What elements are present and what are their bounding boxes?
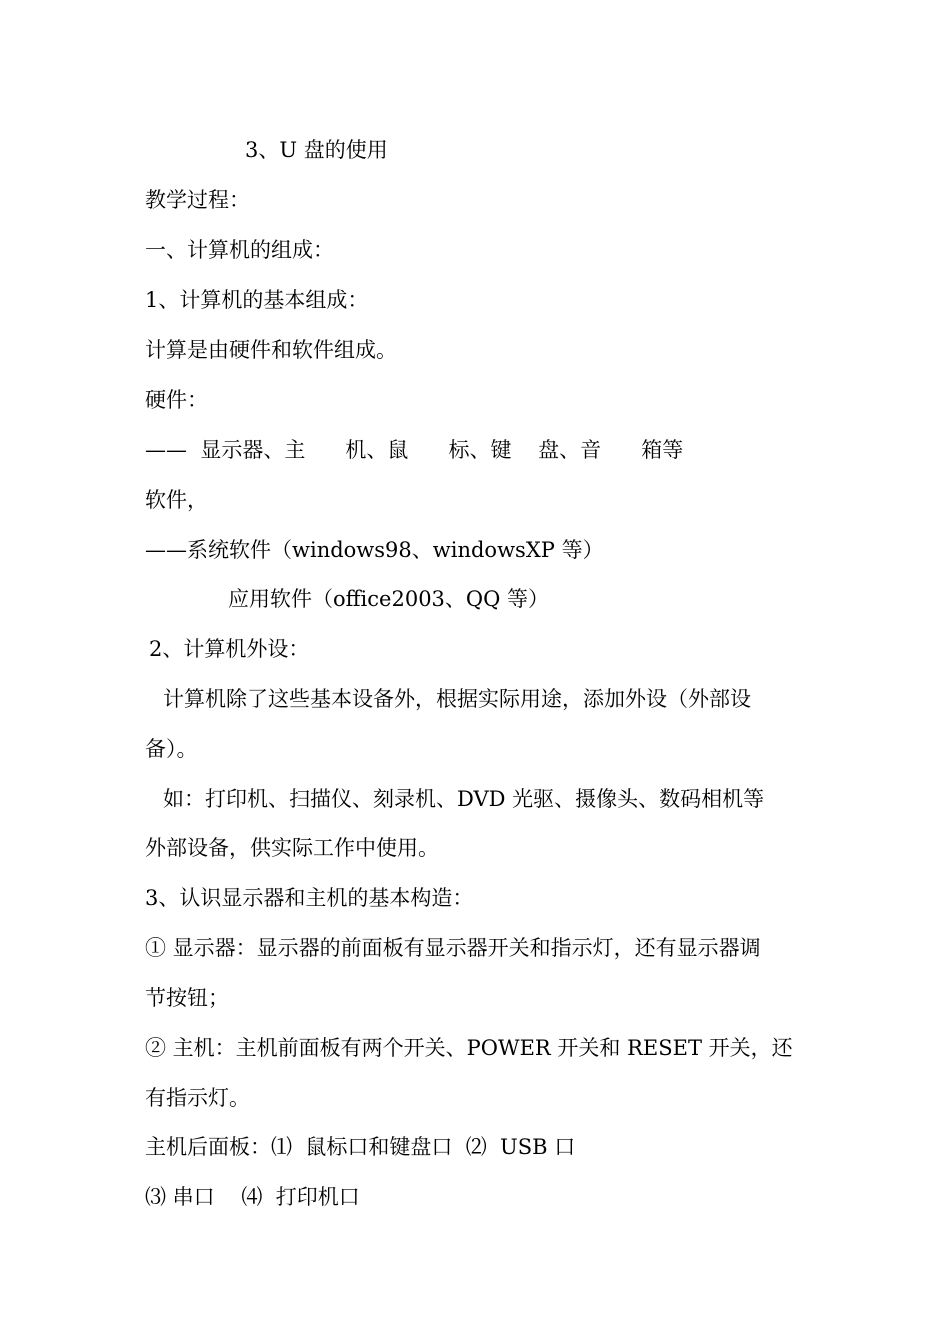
paragraph-line: ① 显示器：显示器的前面板有显示器开关和指示灯，还有显示器调 — [145, 936, 761, 960]
subheading-peripherals: 2、计算机外设： — [149, 637, 310, 661]
subheading-monitor-host: 3、认识显示器和主机的基本构造： — [145, 886, 474, 910]
paragraph-line: 有指示灯。 — [145, 1086, 250, 1110]
paragraph-line: 计算是由硬件和软件组成。 — [145, 338, 397, 362]
software-label: 软件， — [145, 488, 208, 512]
paragraph-line: 节按钮； — [145, 986, 229, 1010]
subheading-basic-composition: 1、计算机的基本组成： — [145, 288, 369, 312]
teaching-process-heading: 教学过程： — [145, 188, 250, 212]
section-heading-usb: 3、U 盘的使用 — [245, 138, 388, 162]
rear-panel-line: ⑶ 串口 ⑷ 打印机口 — [145, 1185, 360, 1209]
paragraph-line: ② 主机：主机前面板有两个开关、POWER 开关和 RESET 开关，还 — [145, 1036, 793, 1060]
paragraph-line: 外部设备，供实际工作中使用。 — [145, 836, 439, 860]
hardware-list: —— 显示器、主 机、鼠 标、键 盘、音 箱等 — [145, 438, 684, 462]
application-software-line: 应用软件（office2003、QQ 等） — [228, 587, 550, 611]
section-heading-computer-composition: 一、计算机的组成： — [145, 238, 334, 262]
paragraph-line: 如：打印机、扫描仪、刻录机、DVD 光驱、摄像头、数码相机等 — [163, 787, 765, 811]
rear-panel-line: 主机后面板：⑴ 鼠标口和键盘口 ⑵ USB 口 — [145, 1135, 576, 1159]
paragraph-line: 备）。 — [145, 737, 198, 761]
hardware-label: 硬件： — [145, 388, 208, 412]
paragraph-line: 计算机除了这些基本设备外，根据实际用途，添加外设（外部设 — [163, 687, 751, 711]
system-software-line: ——系统软件（windows98、windowsXP 等） — [145, 538, 604, 562]
